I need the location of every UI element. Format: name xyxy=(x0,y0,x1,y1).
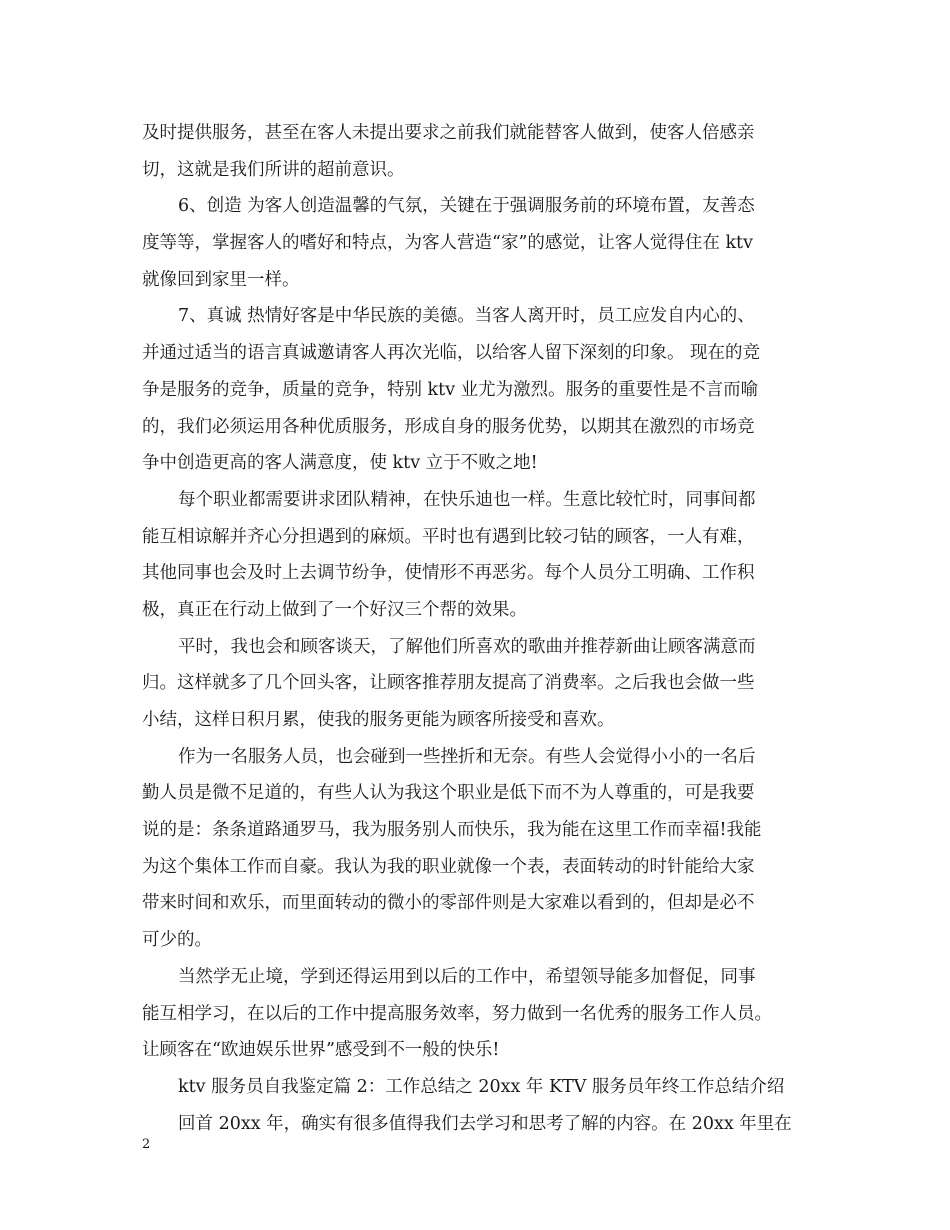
text-line: 的，我们必须运用各种优质服务，形成自身的服务优势，以期其在激烈的市场竞 xyxy=(142,416,755,437)
page-number: 2 xyxy=(142,1137,151,1152)
text-line: 让顾客在“欧迪娱乐世界”感受到不一般的快乐! xyxy=(142,1040,500,1061)
text-line: 并通过适当的语言真诚邀请客人再次光临，以给客人留下深刻的印象。 现在的竞 xyxy=(142,343,761,364)
text-line: 就像回到家里一样。 xyxy=(142,269,300,290)
text-line: 每个职业都需要讲求团队精神，在快乐迪也一样。生意比较忙时，同事间都 xyxy=(178,489,756,510)
text-line: ktv 服务员自我鉴定篇 2：工作总结之 20xx 年 KTV 服务员年终工作总结介绍 xyxy=(178,1076,785,1097)
text-line: 争中创造更高的客人满意度，使 ktv 立于不败之地! xyxy=(142,453,538,474)
text-line: 平时，我也会和顾客谈天，了解他们所喜欢的歌曲并推荐新曲让顾客满意而 xyxy=(178,636,756,657)
text-line: 度等等，掌握客人的嗜好和特点，为客人营造“家”的感觉，让客人觉得住在 ktv xyxy=(142,233,753,254)
document-body xyxy=(142,115,822,1142)
text-line: 当然学无止境，学到还得运用到以后的工作中，希望领导能多加督促，同事 xyxy=(178,966,756,987)
text-line: 说的是：条条道路通罗马，我为服务别人而快乐，我为能在这里工作而幸福!我能 xyxy=(142,820,762,841)
text-line: 能互相谅解并齐心分担遇到的麻烦。平时也有遇到比较刁钻的顾客，一人有难， xyxy=(142,526,755,547)
text-line: 极，真正在行动上做到了一个好汉三个帮的效果。 xyxy=(142,599,527,620)
text-line: 争是服务的竞争，质量的竞争，特别 ktv 业尤为激烈。服务的重要性是不言而喻 xyxy=(142,379,759,400)
text-line: 及时提供服务，甚至在客人未提出要求之前我们就能替客人做到，使客人倍感亲 xyxy=(142,123,755,143)
text-line: 回首 20xx 年，确实有很多值得我们去学习和思考了解的内容。在 20xx 年里在 xyxy=(178,1113,792,1134)
text-line: 可少的。 xyxy=(142,930,212,951)
text-line: 切，这就是我们所讲的超前意识。 xyxy=(142,159,405,180)
text-line: 为这个集体工作而自豪。我认为我的职业就像一个表，表面转动的时针能给大家 xyxy=(142,856,755,877)
text-line: 作为一名服务人员，也会碰到一些挫折和无奈。有些人会觉得小小的一名后 xyxy=(178,746,756,767)
text-line: 带来时间和欢乐，而里面转动的微小的零部件则是大家难以看到的，但却是必不 xyxy=(142,893,755,914)
text-line: 归。这样就多了几个回头客，让顾客推荐朋友提高了消费率。之后我也会做一些 xyxy=(142,673,755,694)
text-line: 其他同事也会及时上去调节纷争，使情形不再恶劣。每个人员分工明确、工作积 xyxy=(142,563,755,584)
text-line: 小结，这样日积月累，使我的服务更能为顾客所接受和喜欢。 xyxy=(142,710,615,730)
text-line: 7、真诚 热情好客是中华民族的美德。当客人离开时，员工应发自内心的、 xyxy=(178,306,755,327)
text-line: 勤人员是微不足道的，有些人认为我这个职业是低下而不为人尊重的，可是我要 xyxy=(142,783,755,804)
text-line: 6、创造 为客人创造温馨的气氛，关键在于强调服务前的环境布置，友善态 xyxy=(178,196,755,217)
text-line: 能互相学习，在以后的工作中提高服务效率，努力做到一名优秀的服务工作人员。 xyxy=(142,1003,772,1024)
